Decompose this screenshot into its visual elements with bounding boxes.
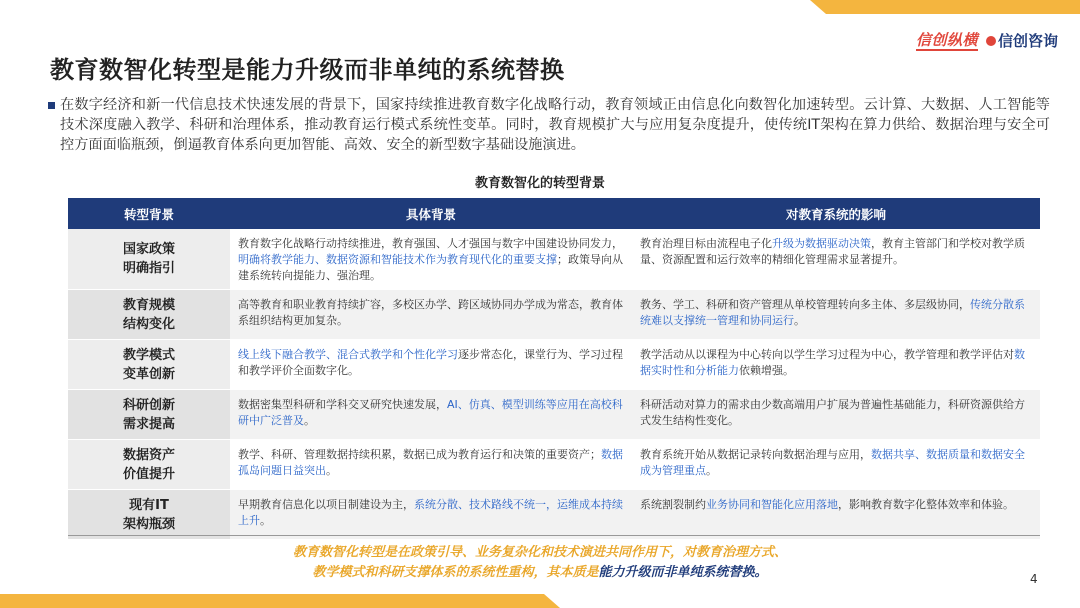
impact-text-end: 。 bbox=[706, 464, 717, 477]
impact-cell bbox=[632, 290, 1040, 340]
summary-line-2 bbox=[0, 563, 1080, 583]
square-bullet-icon bbox=[48, 102, 55, 109]
background-label-line2: 变革创新 bbox=[122, 366, 175, 382]
impact-highlight: 业务协同和智能化应用落地 bbox=[706, 498, 838, 511]
background-cell bbox=[68, 229, 230, 290]
detail-text-end: 。 bbox=[260, 514, 271, 527]
background-label-line1: 国家政策 bbox=[122, 242, 175, 257]
detail-highlight: AI、仿真、模型训练等应用在高校科研中广泛普及 bbox=[238, 398, 623, 427]
summary-emphasis: 能力升级而非单纯系统替换。 bbox=[598, 565, 768, 580]
impact-text: 系统割裂制约 bbox=[640, 498, 706, 511]
background-label-line1: 现有IT bbox=[129, 497, 169, 513]
background-cell bbox=[68, 490, 230, 540]
detail-cell bbox=[230, 490, 632, 540]
background-label-line1: 数据资产 bbox=[122, 447, 175, 463]
logo-dot-icon bbox=[986, 36, 996, 46]
detail-text: 数据密集型科研和学科交叉研究快速发展， bbox=[238, 398, 447, 411]
impact-cell bbox=[632, 490, 1040, 540]
transformation-background-table bbox=[68, 198, 1040, 540]
background-label-line1: 教育规模 bbox=[122, 297, 175, 313]
summary-line-1: 教育数智化转型是在政策引导、业务复杂化和技术演进共同作用下，对教育治理方式、 bbox=[292, 545, 787, 560]
logo-text: 信创咨询 bbox=[997, 32, 1058, 50]
detail-text: 教学、科研、管理数据持续积累，数据已成为教育运行和决策的重要资产； bbox=[238, 448, 601, 461]
summary-line-2-text: 教学模式和科研支撑体系的系统性重构，其本质是 bbox=[312, 565, 599, 580]
impact-text: 教学活动从以课程为中心转向以学生学习过程为中心，教学管理和教学评估对 bbox=[640, 348, 1014, 361]
background-label-line2: 结构变化 bbox=[122, 316, 175, 332]
impact-highlight: 数据共享、数据质量和数据安全成为管理重点 bbox=[640, 448, 1025, 477]
background-label-line2: 需求提高 bbox=[122, 416, 175, 432]
detail-cell bbox=[230, 229, 632, 290]
detail-text-end: 。 bbox=[326, 464, 337, 477]
impact-cell bbox=[632, 340, 1040, 390]
impact-text-end: 。 bbox=[794, 314, 805, 327]
impact-cell bbox=[632, 229, 1040, 290]
header-detail: 具体背景 bbox=[230, 198, 632, 229]
intro-paragraph bbox=[60, 95, 1050, 155]
background-label-line2: 架构瓶颈 bbox=[122, 516, 175, 532]
detail-highlight: 线上线下融合教学、混合式教学和个性化学习 bbox=[238, 348, 458, 361]
table-row bbox=[68, 440, 1040, 490]
table-title: 教育数智化的转型背景 bbox=[474, 176, 605, 191]
detail-text-end: 。 bbox=[304, 414, 315, 427]
detail-text-end: 逐步常态化，课堂行为、学习过程和教学评价全面数字化。 bbox=[238, 348, 623, 377]
background-cell bbox=[68, 290, 230, 340]
impact-text: 教务、学工、科研和资产管理从单校管理转向多主体、多层级协同， bbox=[640, 298, 970, 311]
detail-cell bbox=[230, 340, 632, 390]
background-label-line1: 科研创新 bbox=[122, 397, 175, 413]
table-row bbox=[68, 490, 1040, 540]
table-row bbox=[68, 229, 1040, 290]
xinchuang-zixun-logo bbox=[986, 30, 1058, 51]
background-label-line1: 教学模式 bbox=[122, 347, 175, 363]
background-cell bbox=[68, 440, 230, 490]
header-background: 转型背景 bbox=[68, 198, 230, 229]
background-cell bbox=[68, 340, 230, 390]
background-cell bbox=[68, 390, 230, 440]
page-number: 4 bbox=[1030, 572, 1038, 586]
detail-text: 早期教育信息化以项目制建设为主， bbox=[238, 498, 414, 511]
summary-callout bbox=[0, 543, 1080, 583]
impact-text-end: 依赖增强。 bbox=[739, 364, 794, 377]
detail-highlight: 系统分散、技术路线不统一，运维成本持续上升 bbox=[238, 498, 623, 527]
table-row bbox=[68, 340, 1040, 390]
bottom-accent-bar bbox=[0, 594, 560, 608]
detail-cell bbox=[230, 440, 632, 490]
table-row bbox=[68, 390, 1040, 440]
impact-highlight: 数据实时性和分析能力 bbox=[640, 348, 1025, 377]
logo-group bbox=[916, 30, 1058, 51]
detail-text: 教育数字化战略行动持续推进，教育强国、人才强国与数字中国建设协同发力， bbox=[238, 237, 623, 250]
table-header-row bbox=[68, 198, 1040, 229]
detail-text: 高等教育和职业教育持续扩容，多校区办学、跨区域协同办学成为常态，教育体系组织结构更加复杂。 bbox=[238, 298, 623, 327]
top-accent-bar bbox=[810, 0, 1080, 14]
impact-text: 科研活动对算力的需求由少数高端用户扩展为普遍性基础能力，科研资源供给方式发生结构性变化。 bbox=[640, 398, 1025, 427]
impact-highlight: 传统分散系统难以支撑统一管理和协同运行 bbox=[640, 298, 1025, 327]
intro-text: 在数字经济和新一代信息技术快速发展的背景下，国家持续推进教育数字化战略行动，教育领域正由信息化向数智化加速转型。云计算、大数据、人工智能等技术深度融入教学、科研和治理体系，推动教育运行模式系统性变革。同时，教育规模扩大与应用复杂度提升，使传统IT架构在算力供给、数据治理与安全可控方面面临瓶颈，倒逼教育体系向更加智能、高效、安全的新型数字基础设施演进。 bbox=[60, 97, 1050, 153]
header-impact: 对教育系统的影响 bbox=[632, 198, 1040, 229]
table-row bbox=[68, 290, 1040, 340]
detail-cell bbox=[230, 290, 632, 340]
impact-highlight: 升级为数据驱动决策 bbox=[772, 237, 871, 250]
impact-text-end: ，影响教育数字化整体效率和体验。 bbox=[838, 498, 1014, 511]
impact-cell bbox=[632, 390, 1040, 440]
background-label-line2: 明确指引 bbox=[122, 261, 175, 276]
impact-cell bbox=[632, 440, 1040, 490]
page-title: 教育数智化转型是能力升级而非单纯的系统替换 bbox=[50, 56, 565, 84]
detail-highlight: 数据孤岛问题日益突出 bbox=[238, 448, 623, 477]
detail-cell bbox=[230, 390, 632, 440]
impact-text-end: ，教育主管部门和学校对教学质量、资源配置和运行效率的精细化管理需求显著提升。 bbox=[640, 237, 1025, 266]
xinchuang-zongheng-logo: 信创纵横 bbox=[915, 30, 978, 49]
impact-text: 教育治理目标由流程电子化 bbox=[640, 237, 772, 250]
detail-highlight: 明确将教学能力、数据资源和智能技术作为教育现代化的重要支撑 bbox=[238, 253, 557, 266]
impact-text: 教育系统开始从数据记录转向数据治理与应用， bbox=[640, 448, 871, 461]
background-label-line2: 价值提升 bbox=[122, 466, 175, 482]
detail-text-end: ；政策导向从建系统转向提能力、强治理。 bbox=[238, 253, 623, 282]
footer-divider bbox=[68, 535, 1040, 536]
